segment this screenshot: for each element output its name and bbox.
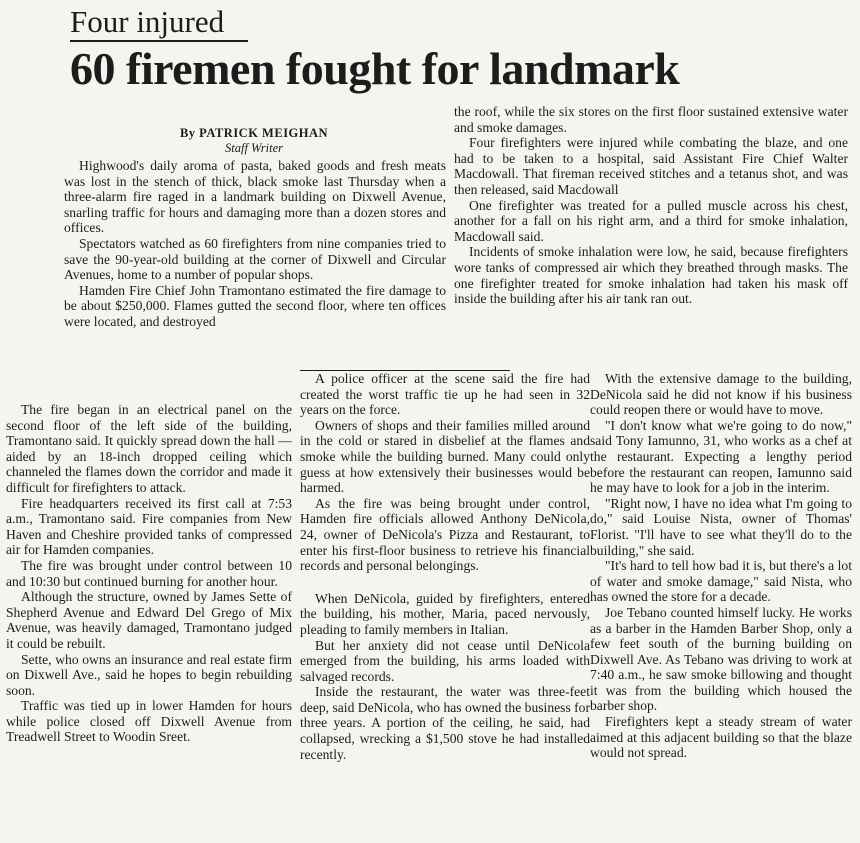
paragraph: Spectators watched as 60 firefighters from nine companies tried to save the 90-year-old building at the corner of Dixwell and Circular Avenues, home to a number of popular shops. <box>64 235 446 283</box>
paragraph: The fire was brought under control between 10 and 10:30 but continued burning for another hour. <box>6 557 292 589</box>
paragraph: With the extensive damage to the building, DeNicola said he did not know if his business could reopen there or would have to move. <box>590 371 852 418</box>
paragraph: Inside the restaurant, the water was three-feet deep, said DeNicola, who has owned the business for three years. A portion of the ceiling, he said, had collapsed, wrecking a $1,500 stove he had installed recently. <box>300 684 590 762</box>
paragraph: But her anxiety did not cease until DeNicola emerged from the building, his arms loaded with salvaged records. <box>300 637 590 684</box>
paragraph: "It's hard to tell how bad it is, but there's a lot of water and smoke damage," said Nista, who has owned the store for a decade. <box>590 558 852 605</box>
paragraph: Traffic was tied up in lower Hamden for hours while police closed off Dixwell Avenue from Treadwell Street to Woodin Sreet. <box>6 698 292 745</box>
byline-role: Staff Writer <box>225 141 283 155</box>
kicker: Four injured <box>70 4 225 39</box>
column-middle <box>300 371 590 762</box>
paragraph: Fire headquarters received its first call at 7:53 a.m., Tramontano said. Fire companies from New Haven and Cheshire provided tanks of compressed air for Hamden companies. <box>6 495 292 558</box>
byline-block <box>64 126 444 156</box>
paragraph: Sette, who owns an insurance and real estate firm on Dixwell Ave., said he hopes to begin rebuilding soon. <box>6 651 292 698</box>
headline: 60 firemen fought for landmark <box>70 43 680 94</box>
paragraph: As the fire was being brought under control, Hamden fire officials allowed Anthony DeNicola, 24, owner of DeNicola's Pizza and Restaurant, to enter his first-floor business to retrieve his financial records and personal belongings. <box>300 495 590 574</box>
paragraph: Highwood's daily aroma of pasta, baked goods and fresh meats was lost in the stench of thick, black smoke last Thursday when a three-alarm fire raged in a landmark building on Dixwell Avenue, snarling traffic for hours and damaging more than a dozen stores and offices. <box>64 158 446 236</box>
paragraph: Hamden Fire Chief John Tramontano estimated the fire damage to be about $250,000. Flames gutted the second floor, where ten offices were located, and destroyed <box>64 282 446 329</box>
paragraph: Although the structure, owned by James Sette of Shepherd Avenue and Edward Del Grego of Mix Avenue, was heavily damaged, Tramontano judged it could be rebuilt. <box>6 589 292 651</box>
paragraph: "I don't know what we're going to do now," said Tony Iamunno, 31, who works as a chef at the restaurant. Expecting a lengthy period before the restaurant can reopen, Iamunno said he may have to look for a job in the interim. <box>590 417 852 496</box>
paragraph: A police officer at the scene said the fire had created the worst traffic tie up he had seen in 32 years on the force. <box>300 371 590 418</box>
paragraph: Owners of shops and their families milled around in the cold or stared in disbelief at the flames and smoke while the building burned. Many could only guess at how extensively their businesses would be harmed. <box>300 417 590 496</box>
lead-column <box>64 158 446 330</box>
kicker-rule <box>70 40 248 42</box>
column-left <box>6 402 292 745</box>
upper-right-column <box>454 104 848 307</box>
byline-name: By PATRICK MEIGHAN <box>179 126 329 140</box>
paragraph: "Right now, I have no idea what I'm going to do," said Louise Nista, owner of Thomas' Florist. "I'll have to see what they'll do to the building," she said. <box>590 495 852 558</box>
paragraph: the roof, while the six stores on the first floor sustained extensive water and smoke damages. <box>454 104 848 135</box>
paragraph: Joe Tebano counted himself lucky. He works as a barber in the Hamden Barber Shop, only a few feet south of the burning building on Dixwell Ave. As Tebano was driving to work at 7:40 a.m., he saw smoke billowing and thought it was from the building which housed the barber shop. <box>590 604 852 714</box>
paragraph: Four firefighters were injured while combating the blaze, and one had to be taken to a hospital, said Assistant Fire Chief Walter Macdowall. That fireman received stitches and a tetanus shot, and was then released, said Macdowall <box>454 135 848 197</box>
column-right <box>590 371 852 761</box>
paragraph: One firefighter was treated for a pulled muscle across his chest, another for a fall on his right arm, and a third for smoke inhalation, Macdowall said. <box>454 197 848 244</box>
paragraph: Incidents of smoke inhalation were low, he said, because firefighters wore tanks of compressed air which they breathed through masks. The one firefighter treated for smoke inhalation had taken his mask off inside the building after his air tank ran out. <box>454 244 848 307</box>
paragraph: The fire began in an electrical panel on the second floor of the left side of the building, Tramontano said. It quickly spread down the hall — aided by an 18-inch dropped ceiling which channeled the flames down the corridor and made it difficult for firefighters to attack. <box>6 402 292 495</box>
paragraph: Firefighters kept a steady stream of water aimed at this adjacent building so that the blaze would not spread. <box>590 714 852 761</box>
paragraph: When DeNicola, guided by firefighters, entered the building, his mother, Maria, paced nervously, pleading to family members in Italian. <box>300 590 590 637</box>
